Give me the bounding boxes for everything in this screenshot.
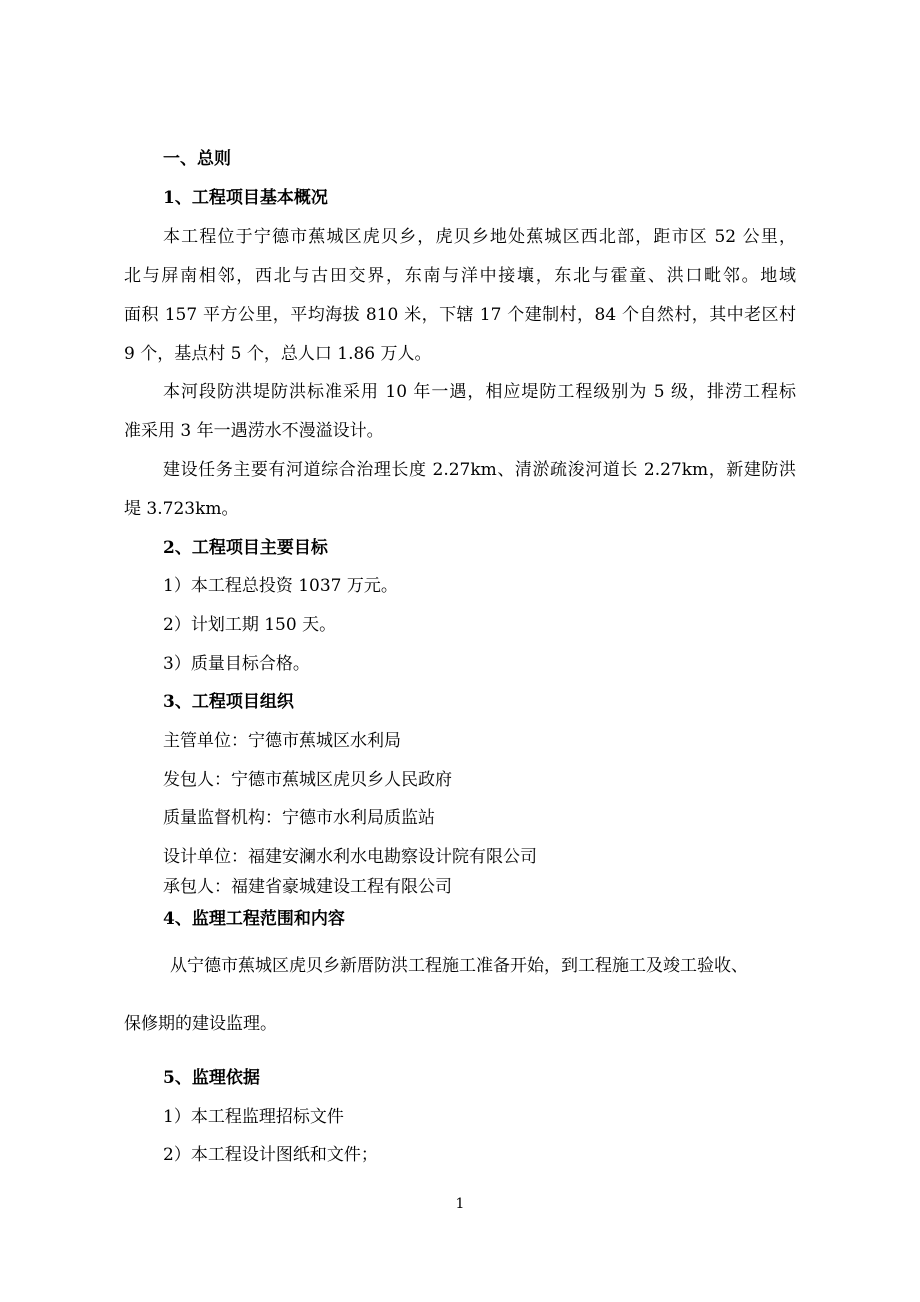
list-item: 2）计划工期 150 天。 (163, 615, 337, 635)
list-item: 承包人：福建省豪城建设工程有限公司 (163, 877, 452, 897)
paragraph-line: 从宁德市蕉城区虎贝乡新厝防洪工程施工准备开始，到工程施工及竣工验收、 (170, 956, 748, 976)
list-item: 质量监督机构：宁德市水利局质监站 (163, 808, 435, 828)
page-number: 1 (455, 1196, 465, 1212)
list-item: 1）本工程总投资 1037 万元。 (163, 576, 398, 596)
list-item: 主管单位：宁德市蕉城区水利局 (163, 731, 401, 751)
list-item: 2）本工程设计图纸和文件； (163, 1145, 378, 1165)
paragraph-line: 准采用 3 年一遇涝水不漫溢设计。 (124, 421, 384, 441)
subsection-heading-basis: 5、监理依据 (163, 1068, 260, 1088)
subsection-heading-scope: 4、监理工程范围和内容 (163, 909, 345, 929)
list-item: 设计单位：福建安澜水利水电勘察设计院有限公司 (163, 847, 537, 867)
list-item: 1）本工程监理招标文件 (163, 1107, 344, 1127)
list-item: 发包人：宁德市蕉城区虎贝乡人民政府 (163, 770, 452, 790)
subsection-heading-organization: 3、工程项目组织 (163, 692, 294, 712)
subsection-heading-overview: 1、工程项目基本概况 (163, 188, 328, 208)
paragraph-line: 本工程位于宁德市蕉城区虎贝乡，虎贝乡地处蕉城区西北部，距市区 52 公里， (163, 227, 796, 247)
paragraph-line: 建设任务主要有河道综合治理长度 2.27km、清淤疏浚河道长 2.27km，新建防洪 (163, 460, 796, 480)
paragraph-line: 本河段防洪堤防洪标准采用 10 年一遇，相应堤防工程级别为 5 级，排涝工程标 (163, 382, 796, 402)
section-heading-general: 一、总则 (163, 149, 231, 169)
list-item: 3）质量目标合格。 (163, 654, 310, 674)
paragraph-line: 保修期的建设监理。 (124, 1014, 277, 1034)
paragraph-line: 面积 157 平方公里，平均海拔 810 米，下辖 17 个建制村，84 个自然村，其中老区村 (124, 305, 796, 325)
paragraph-line: 堤 3.723km。 (124, 499, 239, 519)
subsection-heading-goals: 2、工程项目主要目标 (163, 538, 328, 558)
paragraph-line: 9 个，基点村 5 个，总人口 1.86 万人。 (124, 344, 432, 364)
paragraph-line: 北与屏南相邻，西北与古田交界，东南与洋中接壤，东北与霍童、洪口毗邻。地域 (124, 266, 796, 286)
